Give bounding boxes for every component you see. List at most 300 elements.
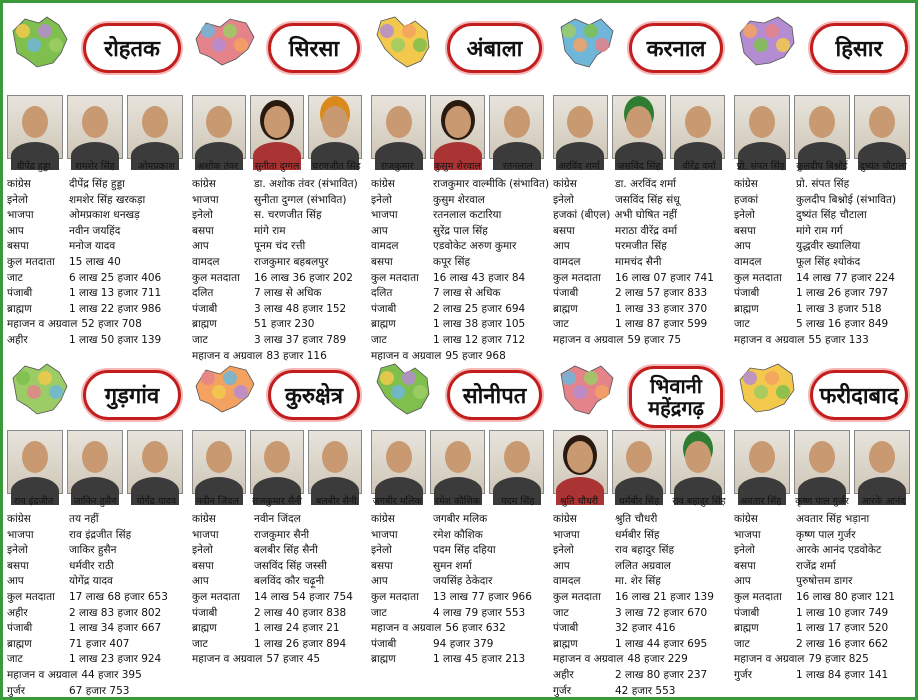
district-panel xyxy=(730,3,914,349)
map-subregion xyxy=(16,371,30,385)
info-label: कुल मतदाता xyxy=(553,271,601,284)
info-label: जाट xyxy=(192,333,208,346)
info-row xyxy=(192,528,364,544)
info-value: योगेंद्र यादव xyxy=(69,575,113,588)
info-row xyxy=(553,574,727,590)
candidate-caption: अवतार सिंह xyxy=(740,496,782,507)
map-subregion xyxy=(201,24,215,38)
info-label: इनेलो xyxy=(734,544,755,557)
info-value: 71 हजार 407 xyxy=(69,637,130,650)
map-subregion xyxy=(402,24,416,38)
candidate-photos xyxy=(734,430,910,494)
info-value: 3 लाख 72 हजार 670 xyxy=(615,606,708,619)
info-row xyxy=(553,590,727,606)
map-subregion xyxy=(49,38,63,52)
candidate-captions xyxy=(190,494,364,507)
map-subregion xyxy=(201,371,215,385)
info-value: 5 लाख 16 हजार 849 xyxy=(796,318,889,331)
district-info-table xyxy=(553,177,727,349)
info-value: स. चरणजीत सिंह xyxy=(254,209,322,222)
info-row xyxy=(734,208,912,224)
info-label: इनेलो xyxy=(7,544,28,557)
info-label: आप xyxy=(553,240,570,253)
info-value: 1 लाख 13 हजार 711 xyxy=(69,287,162,300)
info-row xyxy=(7,668,185,684)
info-value: 95 हजार 968 xyxy=(445,349,506,362)
info-value: धर्मबीर सिंह xyxy=(615,528,660,541)
info-row xyxy=(7,574,185,590)
info-label: आप xyxy=(192,240,209,253)
district-name-badge: फरीदाबाद xyxy=(810,370,908,420)
candidate-photo xyxy=(734,95,790,159)
info-value: मा. शेर सिंह xyxy=(615,575,661,588)
info-row xyxy=(7,286,185,302)
candidate-photos xyxy=(7,95,183,159)
candidate-photos xyxy=(192,430,362,494)
info-label: गुर्जर xyxy=(553,684,571,697)
candidate-photos xyxy=(553,430,725,494)
candidate-caption: योगेंद्र यादव xyxy=(136,496,177,507)
info-label: ब्राह्मण xyxy=(192,318,217,331)
info-value: राव इंद्रजीत सिंह xyxy=(69,528,132,541)
info-value: मनोज यादव xyxy=(69,240,116,253)
info-label: कुल मतदाता xyxy=(553,590,601,603)
info-row xyxy=(553,271,727,287)
candidate-captions xyxy=(369,159,546,172)
info-label: कुल मतदाता xyxy=(371,271,419,284)
info-label: कुल मतदाता xyxy=(734,271,782,284)
info-row xyxy=(7,652,185,668)
info-label: कुल मतदाता xyxy=(734,590,782,603)
info-label: कुल मतदाता xyxy=(192,590,240,603)
info-row xyxy=(734,317,912,333)
district-map xyxy=(734,360,800,416)
info-value: ललित अग्रवाल xyxy=(615,559,671,572)
info-row xyxy=(734,286,912,302)
candidate-captions xyxy=(190,159,364,172)
candidate-captions xyxy=(551,159,727,172)
district-info-table xyxy=(553,512,727,699)
map-subregion xyxy=(562,371,576,385)
district-info-table xyxy=(192,177,364,364)
info-label: पंजाबी xyxy=(192,302,218,315)
info-label: कांग्रेस xyxy=(371,513,395,525)
info-row xyxy=(553,208,727,224)
info-row xyxy=(553,559,727,575)
info-value: बलबीर सिंह सैनी xyxy=(254,544,318,557)
candidate-photo xyxy=(430,95,485,159)
info-row xyxy=(734,637,912,653)
info-value: 1 लाख 12 हजार 712 xyxy=(433,333,526,346)
candidate-caption: कृष्ण पाल गुर्जर xyxy=(795,496,849,507)
info-label: जाट xyxy=(553,318,569,331)
info-value: रमेश कौशिक xyxy=(433,528,483,541)
info-value: 16 लाख 80 हजार 121 xyxy=(796,590,895,603)
info-row xyxy=(192,302,364,318)
map-subregion xyxy=(754,385,768,399)
district-panel xyxy=(3,350,187,695)
info-value: 15 लाख 40 xyxy=(69,255,121,268)
info-value: पुरुषोत्तम डागर xyxy=(796,575,853,588)
info-row xyxy=(553,528,727,544)
map-subregion xyxy=(573,385,587,399)
info-value: 94 हजार 379 xyxy=(433,637,494,650)
map-subregion xyxy=(27,38,41,52)
district-info-table xyxy=(7,177,185,349)
info-row xyxy=(553,606,727,622)
info-row xyxy=(553,317,727,333)
info-value: जसविंद सिंह जस्सी xyxy=(254,559,327,572)
info-label: ब्राह्मण xyxy=(734,622,759,635)
info-label: बसपा xyxy=(553,224,575,237)
info-label: कांग्रेस xyxy=(192,178,216,190)
info-row xyxy=(734,559,912,575)
candidate-captions xyxy=(551,494,727,507)
info-value: मांगे राम xyxy=(254,224,286,237)
candidate-photo xyxy=(670,95,725,159)
info-label: पंजाबी xyxy=(553,287,579,300)
info-label: ब्राह्मण xyxy=(553,302,578,315)
district-panel xyxy=(3,3,187,349)
info-row xyxy=(371,302,546,318)
info-value: 2 लाख 16 हजार 662 xyxy=(796,637,889,650)
info-label: बसपा xyxy=(371,559,393,572)
info-label: गुर्जर xyxy=(734,668,752,681)
candidate-photos xyxy=(371,430,544,494)
map-subregion xyxy=(49,385,63,399)
district-map xyxy=(734,13,800,69)
info-label: वामदल xyxy=(371,240,399,253)
info-label: ब्राह्मण xyxy=(734,302,759,315)
info-value: 1 लाख 22 हजार 986 xyxy=(69,302,162,315)
info-label: पंजाबी xyxy=(553,622,579,635)
district-info-table xyxy=(192,512,364,668)
candidate-caption: चरणजीत सिंह xyxy=(311,161,361,172)
info-value: 6 लाख 25 हजार 406 xyxy=(69,271,162,284)
map-subregion xyxy=(38,24,52,38)
info-row xyxy=(734,621,912,637)
info-row xyxy=(371,177,550,193)
candidate-photo xyxy=(670,430,725,494)
info-value: कुलदीप बिश्नोई (संभावित) xyxy=(796,193,897,206)
info-row xyxy=(734,512,912,528)
district-map xyxy=(192,360,258,416)
map-subregion xyxy=(573,38,587,52)
district-map xyxy=(7,13,73,69)
district-name-badge: सोनीपत xyxy=(447,370,542,420)
info-label: जाट xyxy=(371,606,387,619)
info-label: भाजपा xyxy=(7,528,34,541)
info-row xyxy=(553,193,727,209)
candidate-photo xyxy=(489,430,544,494)
candidate-caption: सुनीता दुग्गल xyxy=(254,161,300,172)
info-label: इनेलो xyxy=(553,193,574,206)
candidate-caption: दुष्यंत चौटाला xyxy=(859,161,907,172)
candidate-photo xyxy=(127,95,183,159)
info-label: कुल मतदाता xyxy=(371,590,419,603)
candidate-caption: जगबीर मलिक xyxy=(372,496,422,507)
info-row xyxy=(192,333,364,349)
info-label: कांग्रेस xyxy=(371,178,395,190)
candidate-photo xyxy=(553,95,608,159)
info-value: 1 लाख 50 हजार 139 xyxy=(69,333,162,346)
info-label: वामदल xyxy=(192,255,220,268)
info-value: 52 हजार 708 xyxy=(81,318,142,331)
info-label: जाट xyxy=(192,637,208,650)
info-label: कांग्रेस xyxy=(553,513,577,525)
candidate-photo xyxy=(308,430,362,494)
candidate-caption: रमेश कौशिक xyxy=(434,496,480,507)
info-row xyxy=(734,193,912,209)
info-label: आप xyxy=(553,559,570,572)
info-value: पदम सिंह दहिया xyxy=(433,544,496,557)
info-label: बसपा xyxy=(7,559,29,572)
district-map xyxy=(553,360,619,416)
info-value: 1 लाख 10 हजार 749 xyxy=(796,606,889,619)
info-value: राजकुमार वाल्मीकि (संभावित) xyxy=(433,178,550,190)
info-value: प्रो. संपत सिंह xyxy=(796,178,850,190)
info-label: जाट xyxy=(7,271,23,284)
info-row xyxy=(734,543,912,559)
district-panel xyxy=(549,3,729,349)
candidate-caption: आरके आनंद xyxy=(861,496,906,507)
district-info-table xyxy=(371,512,546,668)
candidate-photo xyxy=(308,95,362,159)
info-row xyxy=(7,590,185,606)
candidate-photos xyxy=(371,95,544,159)
candidate-caption: शमशेर सिंह xyxy=(75,161,115,172)
candidate-photo xyxy=(7,95,63,159)
district-map xyxy=(553,13,619,69)
info-row xyxy=(734,574,912,590)
info-label: ब्राह्मण xyxy=(553,637,578,650)
info-value: 4 लाख 79 हजार 553 xyxy=(433,606,526,619)
info-value: राजकुमार बहबलपुर xyxy=(254,255,329,268)
info-row xyxy=(371,239,546,255)
candidate-caption: जसविंद सिंह xyxy=(617,161,661,172)
info-row xyxy=(192,574,364,590)
info-row xyxy=(553,652,727,668)
info-row xyxy=(553,239,727,255)
district-info-table xyxy=(734,512,912,684)
info-value: फूल सिंह श्योकंद xyxy=(796,255,861,268)
info-label: भाजपा xyxy=(192,193,219,206)
info-value: कुसुम शेरवाल xyxy=(433,193,485,206)
candidate-photos xyxy=(7,430,183,494)
candidate-photo xyxy=(612,430,667,494)
candidate-photo xyxy=(192,430,246,494)
candidate-caption: राव इंद्रजीत xyxy=(14,496,54,507)
candidate-captions xyxy=(732,494,912,507)
candidate-photo xyxy=(489,95,544,159)
info-label: कुल मतदाता xyxy=(192,271,240,284)
info-label: हजकां (बीएल) xyxy=(553,209,611,222)
info-label: इनेलो xyxy=(7,193,28,206)
info-row xyxy=(371,208,546,224)
info-label: जाट xyxy=(553,606,569,619)
info-label: भाजपा xyxy=(371,528,398,541)
info-label: पंजाबी xyxy=(734,287,760,300)
info-value: धर्मवीर राठी xyxy=(69,559,114,572)
info-row xyxy=(553,684,727,700)
info-row xyxy=(734,668,912,684)
map-subregion xyxy=(743,371,757,385)
info-value: 1 लाख 3 हजार 518 xyxy=(796,302,882,315)
candidate-photos xyxy=(734,95,910,159)
candidate-caption: पदम सिंह xyxy=(501,496,535,507)
map-subregion xyxy=(584,24,598,38)
candidate-captions xyxy=(732,159,912,172)
info-row xyxy=(371,559,546,575)
district-info-table xyxy=(371,177,550,364)
info-value: 2 लाख 80 हजार 237 xyxy=(615,668,708,681)
info-row xyxy=(553,286,727,302)
info-row xyxy=(371,543,546,559)
info-value: 59 हजार 75 xyxy=(627,333,682,346)
info-row xyxy=(371,637,546,653)
info-row xyxy=(192,193,364,209)
info-value: 3 लाख 48 हजार 152 xyxy=(254,302,347,315)
map-subregion xyxy=(776,385,790,399)
info-label: दलित xyxy=(192,287,214,300)
info-row xyxy=(7,193,185,209)
map-subregion xyxy=(38,371,52,385)
info-row xyxy=(371,590,546,606)
info-row xyxy=(734,652,912,668)
info-value: सुमन शर्मा xyxy=(433,559,472,572)
candidate-caption: कुलदीप बिश्नोई xyxy=(796,161,848,172)
info-row xyxy=(371,255,546,271)
info-value: आरके आनंद एडवोकेट xyxy=(796,544,882,557)
info-label: पंजाबी xyxy=(192,606,218,619)
info-value: 17 लाख 68 हजार 653 xyxy=(69,590,168,603)
candidate-caption: अशोक तंवर xyxy=(197,161,239,172)
candidate-photos xyxy=(553,95,725,159)
info-row xyxy=(192,208,364,224)
info-row xyxy=(734,528,912,544)
map-subregion xyxy=(743,24,757,38)
info-value: डा. अरविंद शर्मा xyxy=(615,178,676,190)
candidate-caption: धर्मबीर सिंह xyxy=(618,496,660,507)
info-row xyxy=(7,177,185,193)
info-label: वामदल xyxy=(734,255,762,268)
info-label: ब्राह्मण xyxy=(7,302,32,315)
info-value: नवीन जयहिंद xyxy=(69,224,121,237)
info-value: अवतार सिंह भड़ाना xyxy=(796,513,870,525)
info-row xyxy=(192,621,364,637)
info-value: 42 हजार 553 xyxy=(615,684,676,697)
candidate-caption: नवीन जिंदल xyxy=(196,496,239,507)
info-label: बसपा xyxy=(192,559,214,572)
info-label: जाट xyxy=(734,318,750,331)
info-label: इनेलो xyxy=(192,544,213,557)
info-row xyxy=(553,302,727,318)
district-map xyxy=(371,360,437,416)
info-row xyxy=(7,208,185,224)
info-row xyxy=(7,637,185,653)
district-panel xyxy=(367,350,548,695)
info-label: इनेलो xyxy=(371,193,392,206)
info-row xyxy=(734,224,912,240)
info-label: आप xyxy=(7,575,24,588)
info-value: परमजीत सिंह xyxy=(615,240,667,253)
map-subregion xyxy=(16,24,30,38)
map-subregion xyxy=(391,38,405,52)
info-row xyxy=(734,606,912,622)
candidate-caption: दीपेंद्र हुड्डा xyxy=(16,161,51,172)
info-row xyxy=(7,606,185,622)
info-value: मामचंद सैनी xyxy=(615,255,662,268)
info-value: रतनलाल कटारिया xyxy=(433,209,502,222)
info-label: वामदल xyxy=(553,575,581,588)
info-label: बसपा xyxy=(734,224,756,237)
info-value: बलविंद कौर चढ़ूनी xyxy=(254,575,325,588)
info-label: भाजपा xyxy=(371,209,398,222)
info-label: इनेलो xyxy=(734,209,755,222)
district-name-badge xyxy=(629,366,723,428)
candidate-captions xyxy=(5,159,185,172)
info-value: पूनम चंद रत्ती xyxy=(254,240,306,253)
info-row xyxy=(553,224,727,240)
info-label: महाजन व अग्रवाल xyxy=(192,349,263,362)
candidate-captions xyxy=(369,494,546,507)
info-row xyxy=(192,652,364,668)
info-label: बसपा xyxy=(734,559,756,572)
info-label: हजकां xyxy=(734,193,759,206)
info-label: कांग्रेस xyxy=(192,513,216,525)
info-row xyxy=(7,621,185,637)
info-row xyxy=(553,177,727,193)
info-label: आप xyxy=(192,575,209,588)
info-value: 44 हजार 395 xyxy=(81,668,142,681)
info-label: वामदल xyxy=(553,255,581,268)
info-row xyxy=(734,177,912,193)
info-label: महाजन व अग्रवाल xyxy=(7,668,78,681)
info-label: आप xyxy=(371,224,388,237)
candidate-photo xyxy=(67,430,123,494)
info-value: 1 लाख 24 हजार 21 xyxy=(254,622,340,635)
info-label: कांग्रेस xyxy=(734,178,758,190)
info-value: जसविंद सिंह संधू xyxy=(615,193,680,206)
info-row xyxy=(7,239,185,255)
info-row xyxy=(7,224,185,240)
info-label: महाजन व अग्रवाल xyxy=(553,653,624,666)
map-subregion xyxy=(413,385,427,399)
candidate-photo xyxy=(553,430,608,494)
info-row xyxy=(734,271,912,287)
info-value: 1 लाख 45 हजार 213 xyxy=(433,653,526,666)
info-value: राजकुमार सैनी xyxy=(254,528,310,541)
info-label: पंजाबी xyxy=(7,622,33,635)
map-subregion xyxy=(765,24,779,38)
district-name-badge: रोहतक xyxy=(83,23,181,73)
map-subregion xyxy=(212,38,226,52)
info-value: 16 लाख 21 हजार 139 xyxy=(615,590,714,603)
candidate-photo xyxy=(371,95,426,159)
district-panel xyxy=(730,350,914,695)
info-value: दीपेंद्र सिंह हुड्डा xyxy=(69,178,125,190)
info-row xyxy=(192,637,364,653)
info-value: राव बहादुर सिंह xyxy=(615,544,675,557)
info-row xyxy=(7,271,185,287)
info-row xyxy=(371,606,546,622)
info-label: ब्राह्मण xyxy=(7,637,32,650)
info-value: 7 लाख से अधिक xyxy=(433,287,501,300)
info-label: अहीर xyxy=(7,606,28,619)
info-value: 1 लाख 44 हजार 695 xyxy=(615,637,708,650)
candidate-caption: वीरेंद्र वर्मा xyxy=(682,161,716,172)
info-value: 2 लाख 57 हजार 833 xyxy=(615,287,708,300)
